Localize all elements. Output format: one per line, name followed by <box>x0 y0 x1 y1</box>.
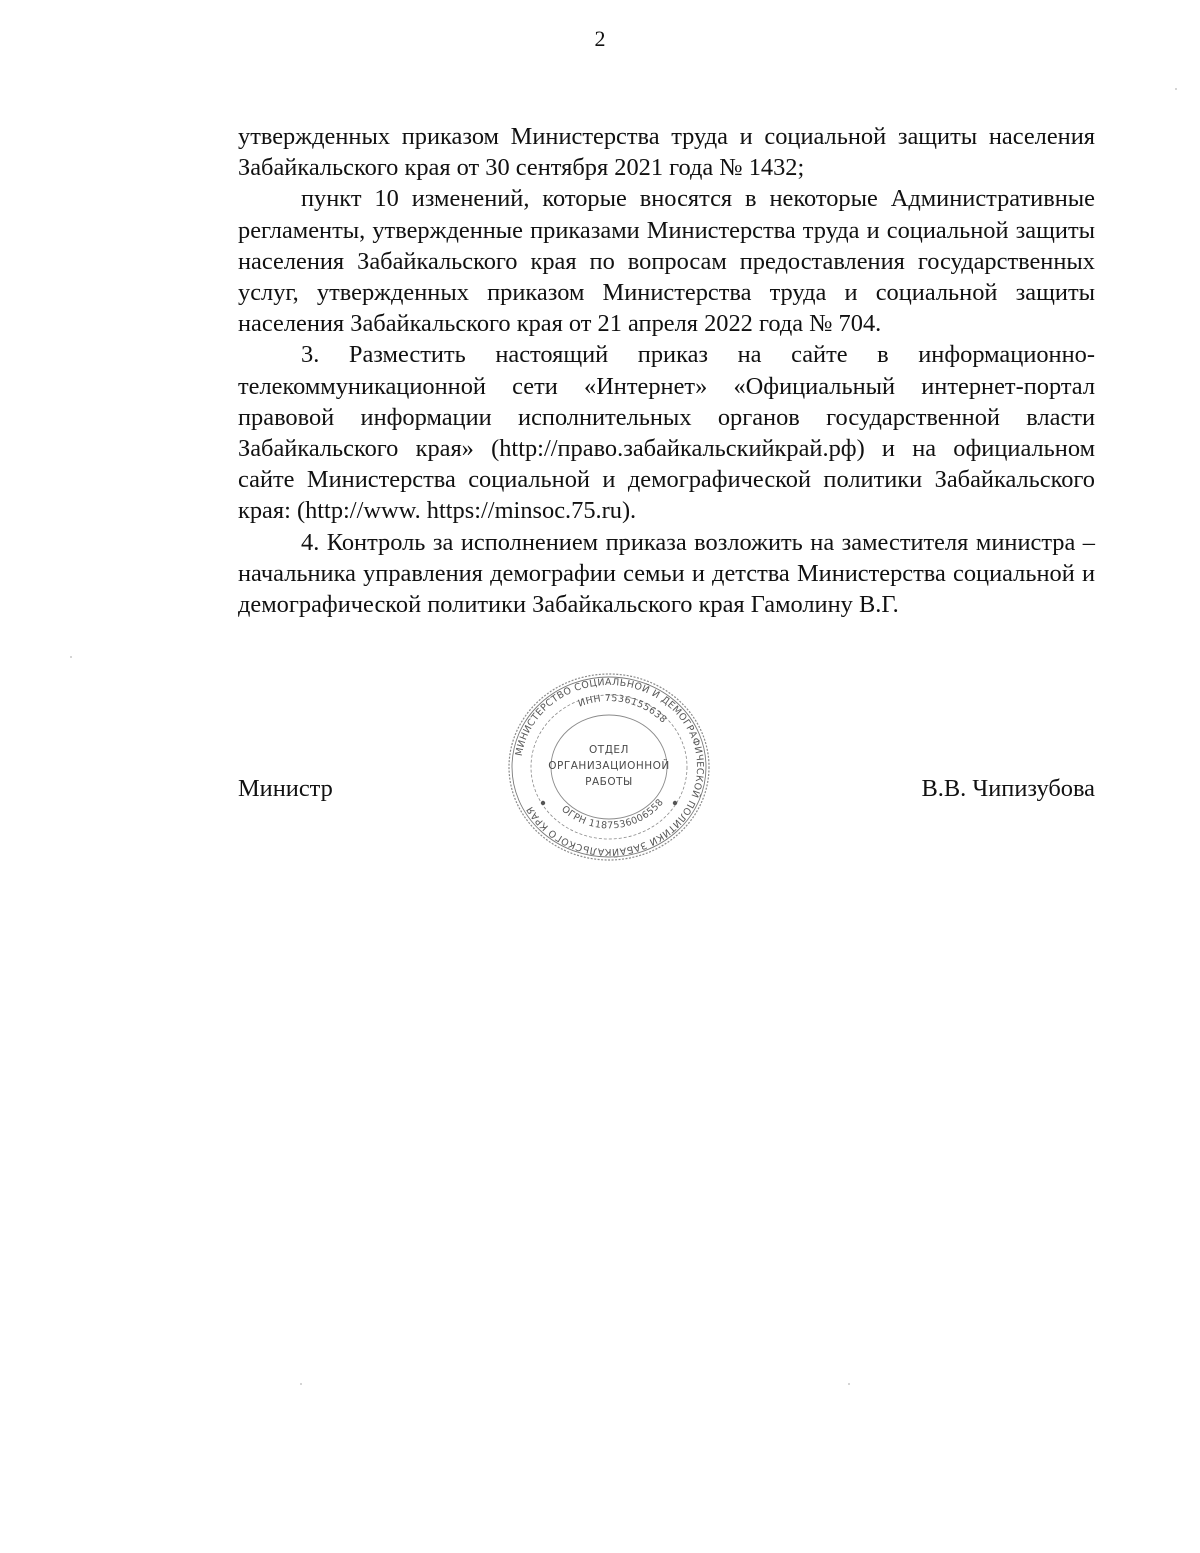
seal-bottom-text: ОГРН 1187536006558 <box>559 796 667 832</box>
paragraph-2: пункт 10 изменений, которые вносятся в некоторые Административные регламенты, утвержденные приказами Министерства труда и социальной защиты населения Забайкальского края по вопросам предоставления государственных услуг, утвержденных приказом Министерства труда и социальной защиты населения Забайкальского края от 21 апреля 2022 года № 704. <box>238 185 1095 338</box>
page-number: 2 <box>594 26 606 51</box>
seal-inner-ring-text: ИНН 7536155638 <box>576 692 669 726</box>
scan-speck <box>300 1383 302 1385</box>
scan-speck <box>70 656 72 658</box>
scan-speck <box>1175 88 1177 90</box>
paragraph-3: 3. Разместить настоящий приказ на сайте в информационно-телекоммуникационной сети «Интернет» «Официальный интернет-портал правовой информации исполнительных органов государственной власти Забайкальского края» (http://право.забайкальскийкрай.рф) и на официальном сайте Министерства социальной и демографической политики Забайкальского края: (http://www. https://minsoc.75.ru). <box>238 341 1095 525</box>
signatory-title: Министр <box>238 775 333 802</box>
seal-ring-text: МИНИСТЕРСТВО СОЦИАЛЬНОЙ И ДЕМОГРАФИЧЕСКОЙ ПОЛИТИКИ ЗАБАЙКАЛЬСКОГО КРАЯ <box>513 676 706 858</box>
paragraph-4: 4. Контроль за исполнением приказа возложить на заместителя министра – начальника управления демографии семьи и детства Министерства социальной и демографической политики Забайкальского края Гамолину В.Г. <box>238 528 1095 619</box>
seal-center-line-1: ОТДЕЛ <box>589 744 629 756</box>
document-body <box>238 121 1095 620</box>
seal-graphic <box>503 669 715 865</box>
scan-speck <box>848 1383 850 1385</box>
signatory-name: В.В. Чипизубова <box>921 775 1095 802</box>
seal-center-line-2: ОРГАНИЗАЦИОННОЙ <box>548 760 670 772</box>
seal-center-line-3: РАБОТЫ <box>585 776 633 788</box>
signature-block <box>238 773 1095 805</box>
official-seal-stamp <box>503 669 715 865</box>
paragraph-1: утвержденных приказом Министерства труда и социальной защиты населения Забайкальского края от 30 сентября 2021 года № 1432; <box>238 123 1095 182</box>
